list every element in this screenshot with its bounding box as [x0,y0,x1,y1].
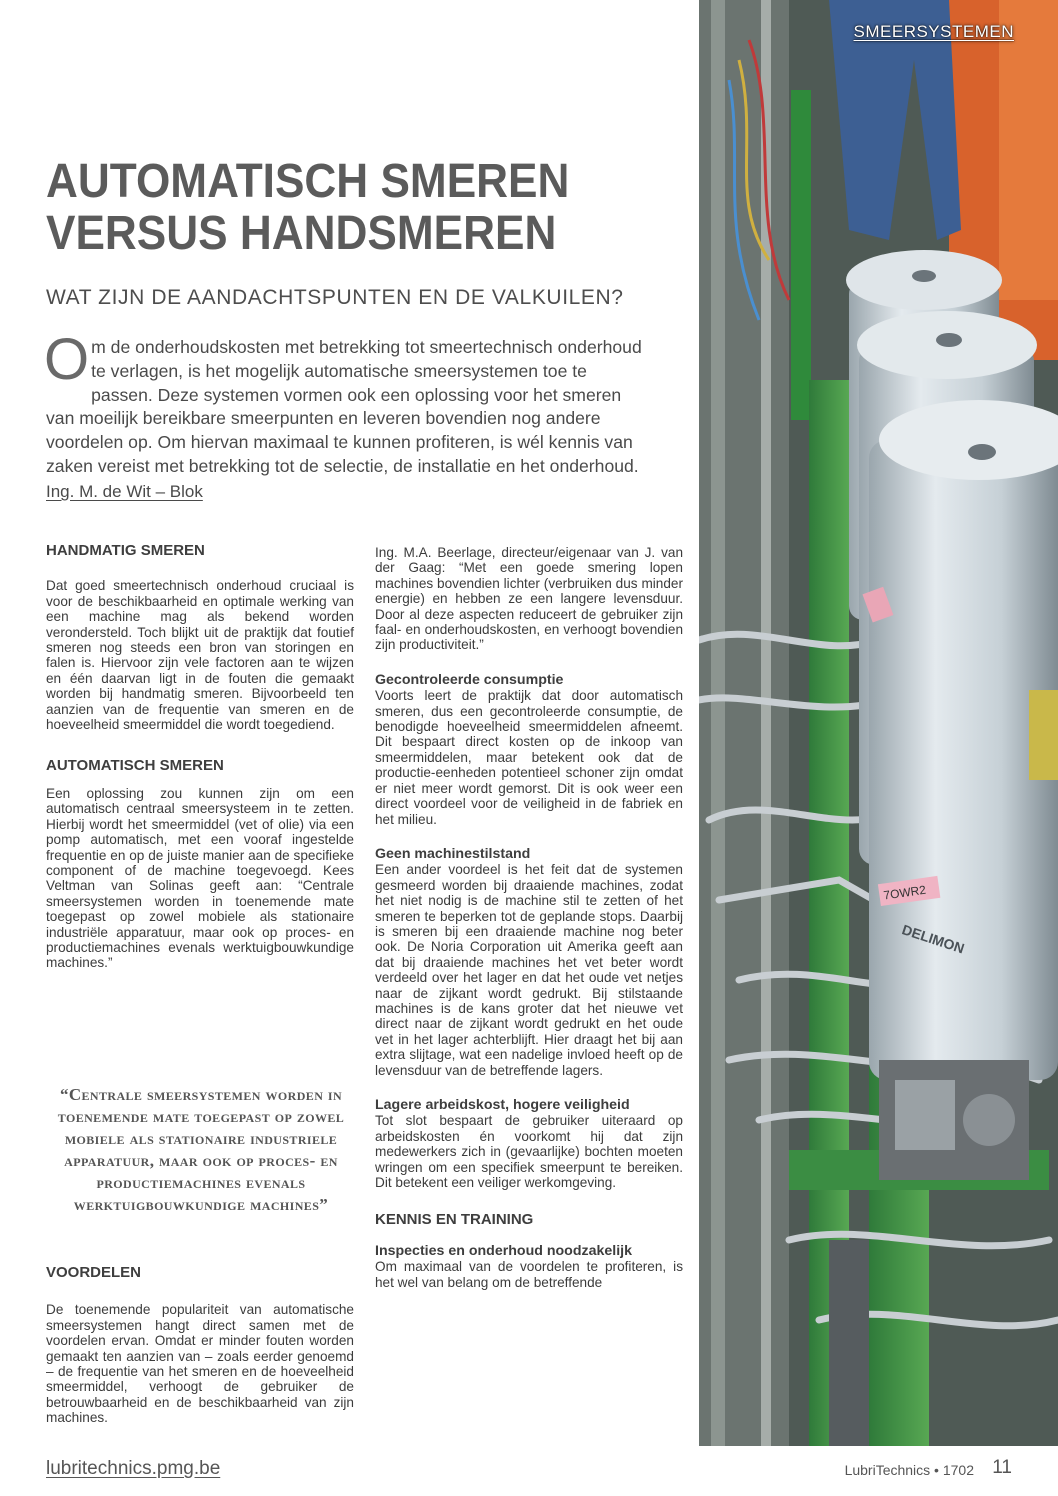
left-column-part-2 [46,1265,354,1426]
pull-quote: “Centrale smeersystemen worden in toenemende mate toegepast op zowel mobiele als stationaire industriele apparatuur, maar ook op proces- en productiemachines evenals werktuigbouwkundige machines” [57,1085,345,1214]
paragraph-handmatig-smeren: Dat goed smeertechnisch onderhoud cruciaal is voor de beschikbaarheid en optimale werking van een machine mag als bekend worden verondersteld. Toch blijkt uit de praktijk dat foutief smeren nog steeds een bron van storingen en falen is. Hiervoor zijn vele factoren aan te wijzen en één daarvan ligt in de fouten die gemaakt worden bij handmatig smeren. Bijvoorbeeld ten aanzien van de frequentie van smeren en de hoeveelheid smeermiddel die wordt toegediend. [46,578,354,733]
heading-handmatig-smeren: HANDMATIG SMEREN [46,542,205,559]
footer-magazine-issue: LubriTechnics • 1702 [844,1462,974,1478]
intro-text: m de onderhoudskosten met betrekking tot smeertechnisch onderhoud te verlagen, is het mogelijk automatische smeersystemen toe te passen. Deze systemen vormen ook een oplossing voor het smeren van moeilijk bereikbare smeerpunten en leveren bovendien nog andere voordelen op. Om hiervan maximaal te kunnen profiteren, is wél kennis van zaken vereist met betrekking tot de selectie, de installatie en het onderhoud. [46,337,642,476]
paragraph-inspecties-onderhoud: Om maximaal van de voordelen te profiteren, is het wel van belang om de betreffende [375,1259,683,1290]
article-intro [44,327,646,479]
paragraph-voordelen: De toenemende populariteit van automatische smeersystemen hangt direct samen met de voordelen ervan. Omdat er minder fouten worden gemaakt ten aanzien van – zoals eerder genoemd – de frequentie van het smeren en de hoeveelheid smeermiddel, verhoogt de gebruiker de betrouwbaarheid en de beschikbaarheid van zijn machines. [46,1302,354,1426]
title-line-2: VERSUS HANDSMEREN [46,207,557,260]
subheading-geen-machinestilstand: Geen machinestilstand [375,845,531,862]
right-column [375,545,683,1290]
article-photo [699,0,1058,1446]
paragraph-gecontroleerde-consumptie: Voorts leert de praktijk dat door automatisch smeren, dus een gecontroleerde consumptie, de benodigde hoeveelheid smeermiddelen afneemt. Dit bespaart direct kosten op de inkoop van smeermiddelen, maar betekent ook dat de productie-eenheden potentieel schoner zijn omdat er niet meer wordt gemorst. Dit is ook weer een direct voordeel voor de veiligheid in de fabriek en het milieu. [375,688,683,827]
article-subtitle: WAT ZIJN DE AANDACHTSPUNTEN EN DE VALKUILEN? [46,286,624,309]
paragraph-geen-machinestilstand: Een ander voordeel is het feit dat de systemen gesmeerd worden bij draaiende machines, zodat het niet nodig is de machine stil te zetten of het smeren te beperken tot de geplande stops. Daarbij is smeren bij een draaiende machine nog beter ook. De Noria Corporation uit Amerika geeft aan dat bij draaiende machines het vet beter wordt verdeeld over het lager en dat het oude vet netjes naar de zijkant wordt gedrukt. Bij stilstaande machines is de kans groter dat het nieuwe vet direct naar de zijkant wordt gedrukt en het oude vet in het lager achterblijft. Hier draagt het bij aan extra slijtage, wat een nadelige invloed heeft op de levensduur van de betreffende lagers. [375,862,683,1078]
article-title [46,156,635,260]
footer-website-link[interactable]: lubritechnics.pmg.be [46,1458,221,1479]
subheading-gecontroleerde-consumptie: Gecontroleerde consumptie [375,671,564,688]
intro-dropcap: O [44,327,90,392]
section-tag: SMEERSYSTEMEN [853,22,1014,41]
heading-automatisch-smeren: AUTOMATISCH SMEREN [46,757,224,775]
left-column-part-1 [46,543,354,971]
footer-page-number: 11 [992,1457,1012,1478]
subheading-lagere-arbeidskost: Lagere arbeidskost, hogere veiligheid [375,1097,630,1113]
article-author: Ing. M. de Wit – Blok [46,482,203,501]
paragraph-beerlage-quote: Ing. M.A. Beerlage, directeur/eigenaar van J. van der Gaag: “Met een goede smering lopen machines bovendien lichter (verbruiken dus minder energie) en hebben ze een langere levensduur. Door al deze aspecten reduceert de gebruiker zijn faal- en onderhoudskosten, en verhoogt bovendien zijn productiviteit.” [375,545,683,653]
title-line-1: AUTOMATISCH SMEREN [46,155,570,208]
heading-voordelen: VOORDELEN [46,1264,142,1281]
photo-brand-label: DELIMON [900,921,967,957]
lubrication-system-illustration [699,0,1058,1446]
subheading-inspecties-onderhoud: Inspecties en onderhoud noodzakelijk [375,1242,632,1259]
heading-kennis-en-training: KENNIS EN TRAINING [375,1211,534,1229]
paragraph-automatisch-smeren: Een oplossing zou kunnen zijn om een automatisch centraal smeersysteem in te zetten. Hierbij wordt het smeermiddel (vet of olie) via een pomp automatisch, met een vooraf ingestelde frequentie en op de juiste manier aan de specifieke component of de machine toegevoegd. Kees Veltman van Solinas geeft aan: “Centrale smeersystemen worden in toenemende mate toegepast op zowel mobiele als stationaire industriële apparatuur, maar ook op proces- en productiemachines evenals werktuigbouwkundige machines.” [46,785,354,971]
photo-tag-text: 7OWR2 [882,882,927,903]
paragraph-lagere-arbeidskost: Tot slot bespaart de gebruiker uiteraard op arbeidskosten én voorkomt hij dat zijn medewerkers zich in (gevaarlijke) bochten moeten wringen om een specifiek smeerpunt te bereiken. Dit betekent een veiliger werkomgeving. [375,1113,683,1191]
